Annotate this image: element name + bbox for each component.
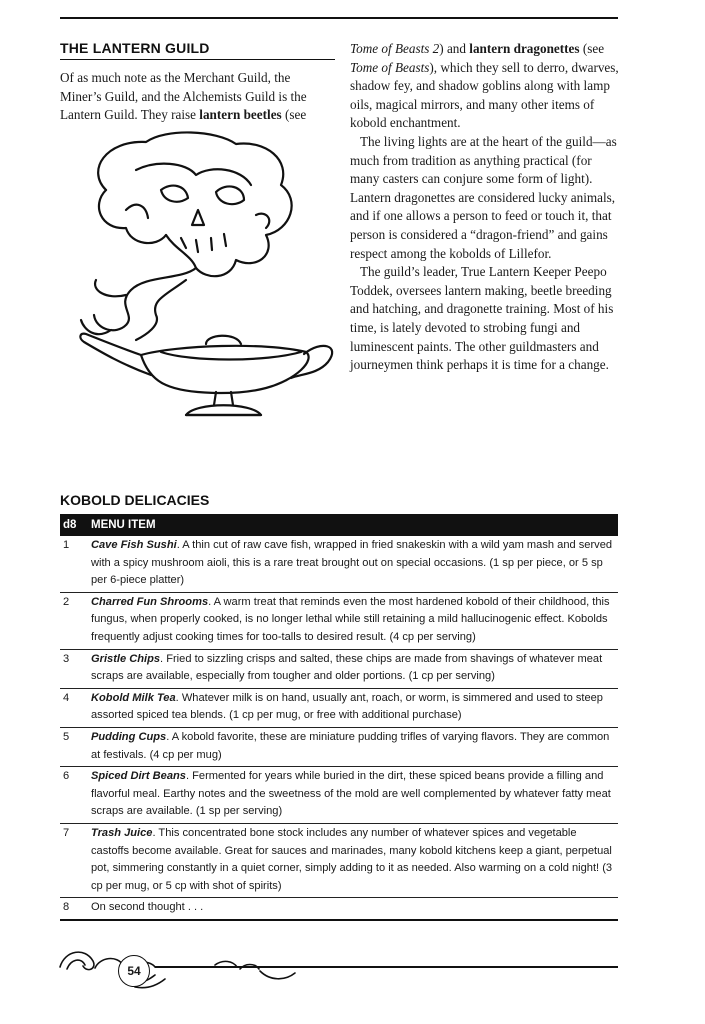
- row-description: [91, 651, 618, 686]
- menu-item-name: Kobold Milk Tea: [91, 691, 176, 704]
- row-description: [91, 825, 618, 895]
- paragraph-1: [350, 40, 622, 133]
- menu-item-desc: . This concentrated bone stock includes any number of whatever spices and vegetable castoffs become available. Great for sauces and marinades, many kobold kitchens keep a giant, perpetual pot, simmering constantly in a quiet corner, simply adding to it as needed. Also warming on a cold night! (3 cp per mug, or 5 cp with shot of spirits): [91, 826, 613, 892]
- lantern-guild-intro: [60, 69, 335, 125]
- right-column: [350, 40, 622, 375]
- page-number: 54: [118, 955, 150, 987]
- row-description: [91, 537, 618, 590]
- row-description: [91, 899, 618, 917]
- text-span: (see: [579, 41, 605, 56]
- table-row: [60, 689, 618, 728]
- paragraph-3: The guild’s leader, True Lantern Keeper Peepo Toddek, oversees lantern making, beetle breeding and hatching, and dragonette training. Most of his time, is lately devoted to strobing fungi and luminescent paints. The other guildmasters and journeymen think perhaps it is time for a change.: [350, 264, 614, 373]
- column-header-die: d8: [63, 519, 77, 531]
- row-number: 7: [63, 826, 70, 839]
- menu-item-desc: . Fermented for years while buried in the dirt, these spiced beans provide a filling and flavorful meal. Earthy notes and the sweetness of the mold are well complemented by whatever fatty meat scraps are available. (1 sp per serving): [91, 770, 611, 818]
- menu-item-name: Trash Juice: [91, 826, 153, 839]
- paragraph-2: The living lights are at the heart of the guild—as much from tradition as anything practical (for many casters can conjure some form of light). Lantern dragonettes are considered lucky animals, and if one allows a person to feed or touch it, that person is considered a “dragon-friend” and gains respect among the kobolds of Lillefor.: [350, 133, 617, 261]
- menu-item-name: Charred Fun Shrooms: [91, 595, 209, 608]
- intro-text-end: (see: [281, 107, 307, 123]
- table-header: [60, 514, 618, 536]
- bold-term: lantern dragonettes: [469, 41, 580, 56]
- magic-lamp-illustration-icon: [66, 130, 336, 430]
- intro-text: Of as much note as the Merchant Guild, the Miner’s Guild, and the Alchemists Guild is the Lantern Guild. They raise: [60, 70, 307, 123]
- menu-item-desc: . Whatever milk is on hand, usually ant, roach, or worm, is simmered and used to steep assorted spiced tea blends. (1 cp per mug, or free with additional purchase): [91, 691, 603, 722]
- kobold-delicacies-table: [60, 492, 618, 921]
- table-row: [60, 728, 618, 767]
- book-title: Tome of Beasts: [350, 59, 430, 75]
- row-number: 5: [63, 730, 70, 743]
- row-number: 1: [63, 539, 70, 551]
- row-number: 3: [63, 652, 70, 665]
- menu-item-desc: On second thought . . .: [91, 901, 204, 914]
- table-row: [60, 650, 618, 689]
- menu-item-name: Gristle Chips: [91, 652, 161, 665]
- menu-item-name: Cave Fish Sushi: [91, 539, 177, 551]
- menu-item-desc: . A kobold favorite, these are miniature pudding trifles of varying flavors. They are common at festivals. (4 cp per mug): [91, 730, 610, 761]
- row-number: 6: [63, 770, 70, 783]
- table-row: [60, 593, 618, 650]
- book-title: Tome of Beasts 2: [350, 41, 440, 56]
- row-number: 4: [63, 691, 70, 704]
- table-row: [60, 767, 618, 824]
- row-description: [91, 594, 618, 647]
- table-body: [60, 536, 618, 921]
- text-span: ), which they sell to derro, dwarves, shadow fey, and shadow goblins along with lamp oils, magical mirrors, and many other items of kobold enchantment.: [350, 59, 619, 131]
- column-header-menu-item: MENU ITEM: [91, 519, 156, 531]
- row-description: [91, 729, 618, 764]
- left-column: [60, 40, 335, 125]
- menu-item-desc: . A warm treat that reminds even the most hardened kobold of their childhood, this fungus, when properly cooked, is no longer lethal while still retaining a mild hallucinogenic effect. Kobolds frequently adjust cooking times for too-talls to desired result. (4 cp per serving): [91, 595, 610, 643]
- row-number: 2: [63, 595, 70, 608]
- row-number: 8: [63, 901, 70, 914]
- row-description: [91, 768, 618, 821]
- menu-item-name: Spiced Dirt Beans: [91, 770, 186, 783]
- menu-item-desc: . Fried to sizzling crisps and salted, these chips are made from shavings of whatever meat scraps are available, especially from tougher and older portions. (1 cp per serving): [91, 652, 603, 683]
- table-row: [60, 824, 618, 898]
- top-rule: [60, 17, 618, 19]
- menu-item-name: Pudding Cups: [91, 730, 167, 743]
- row-description: [91, 690, 618, 725]
- text-span: ) and: [439, 41, 470, 56]
- table-row: [60, 536, 618, 593]
- menu-item-desc: . A thin cut of raw cave fish, wrapped in fried snakeskin with a wild yam mash and served with a spicy mushroom aioli, this is a rare treat brought out on special occasions. (1 sp per piece, or 5 sp per 6-piece platter): [91, 539, 613, 587]
- footer-rule: [155, 966, 618, 968]
- table-row: [60, 898, 618, 921]
- table-title: KOBOLD DELICACIES: [60, 492, 210, 508]
- intro-bold-term: lantern beetles: [199, 107, 282, 123]
- section-heading-lantern-guild: THE LANTERN GUILD: [60, 40, 335, 60]
